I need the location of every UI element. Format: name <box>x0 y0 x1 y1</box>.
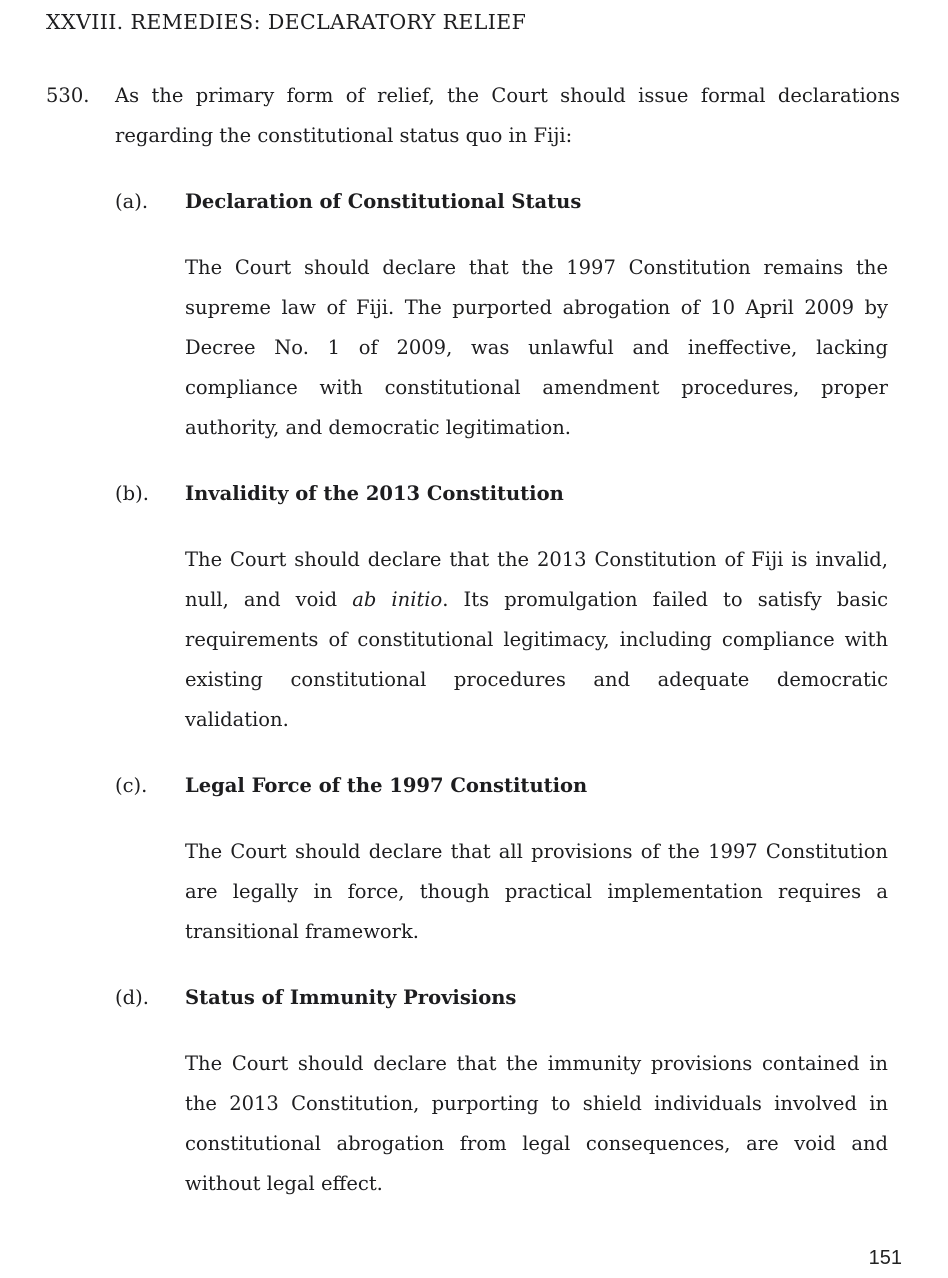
sub-item-body <box>185 248 888 448</box>
sub-item-title: Declaration of Constitutional Status <box>185 190 582 213</box>
sub-item-d <box>46 978 900 1204</box>
body-text: The Court should declare that all provisions of the 1997 Constitution are legally in force, though practical implementation requires a transitional framework. <box>185 840 888 943</box>
sub-item-content <box>185 766 900 952</box>
gutter <box>46 978 115 1204</box>
section-heading: XXVIII. REMEDIES: DECLARATORY RELIEF <box>46 10 527 34</box>
sub-item-body <box>185 540 888 740</box>
sub-item-title: Invalidity of the 2013 Constitution <box>185 482 564 505</box>
page-number: 151 <box>868 1247 902 1269</box>
body-text: The Court should declare that the immunity provisions contained in the 2013 Constitution, purporting to shield individuals involved in constitutional abrogation from legal consequences, are void and without legal effect. <box>185 1052 888 1195</box>
sub-item-c <box>46 766 900 952</box>
sub-item-b <box>46 474 900 740</box>
sub-item-body <box>185 832 888 952</box>
paragraph-number: 530. <box>46 84 90 107</box>
sub-item-title: Legal Force of the 1997 Constitution <box>185 774 588 797</box>
sub-item-a <box>46 182 900 448</box>
numbered-paragraph <box>46 76 900 156</box>
sub-item-title: Status of Immunity Provisions <box>185 986 517 1009</box>
gutter <box>46 474 115 740</box>
gutter <box>46 182 115 448</box>
sub-item-body <box>185 1044 888 1204</box>
body-text: The Court should declare that the 2013 Constitution of Fiji is invalid, null, and void <box>185 548 888 611</box>
gutter <box>46 766 115 952</box>
body-text: . Its promulgation failed to satisfy basic requirements of constitutional legitimacy, including compliance with existing constitutional procedures and adequate democratic validation. <box>185 588 888 731</box>
sub-item-label: (d). <box>115 986 149 1009</box>
sub-item-label: (a). <box>115 190 149 213</box>
body-text: The Court should declare that the 1997 Constitution remains the supreme law of Fiji. The purported abrogation of 10 April 2009 by Decree No. 1 of 2009, was unlawful and ineffective, lacking compliance with constitutional amendment procedures, proper authority, and democratic legitimation. <box>185 256 888 439</box>
sub-item-content <box>185 978 900 1204</box>
body-text-italic: ab initio <box>352 588 443 611</box>
sub-item-label: (c). <box>115 774 148 797</box>
paragraph-text: As the primary form of relief, the Court should issue formal declarations regarding the constitutional status quo in Fiji: <box>115 84 900 147</box>
sub-item-label: (b). <box>115 482 149 505</box>
sub-item-content <box>185 182 900 448</box>
sub-item-content <box>185 474 900 740</box>
